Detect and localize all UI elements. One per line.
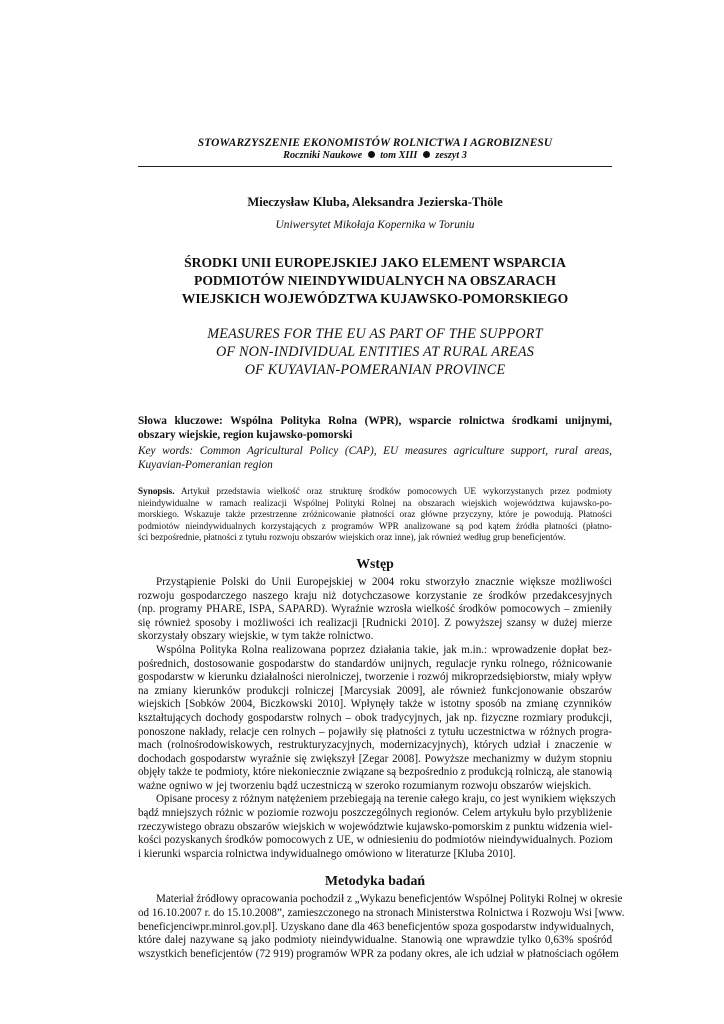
synopsis-text: Artykuł przedstawia wielkość oraz strukturę środków pomocowych UE wykorzystanych przez podmioty <box>174 486 612 496</box>
title-line: OF NON-INDIVIDUAL ENTITIES AT RURAL AREAS <box>215 344 535 360</box>
paragraph-line: się również sposoby i możliwości ich realizacji [Rudnicki 2010]. Z powyższej szansy w dużej mierze <box>138 616 612 629</box>
article-page <box>138 136 625 961</box>
paragraph-line: pośrednich, dostosowanie gospodarstw do standardów unijnych, regulacje rynku rolnego, różnicowanie <box>138 657 612 670</box>
paragraph-line: ważne ogniwo w jej tworzeniu bądź uczestniczą w szeroko rozumianym rozwoju obszarów wiejskich. <box>138 779 592 792</box>
paragraph-line: Przystąpienie Polski do Unii Europejskiej w 2004 roku stworzyło znacznie większe możliwości <box>156 575 612 588</box>
paragraph-line: Opisane procesy z różnym natężeniem przebiegają na terenie całego kraju, co jest wynikiem większych <box>156 793 616 806</box>
paragraph-line: Wspólna Polityka Rolna realizowana poprzez działania takie, jak m.in.: wprowadzenie dopłat bez- <box>156 643 612 656</box>
paragraph <box>138 644 612 794</box>
section-introduction-body <box>138 575 616 861</box>
bullet-icon <box>368 151 375 158</box>
synopsis-line: podmiotów nieindywidualnych korzystających z programów WPR analizowane są pod kątem źródła płatności (płatno- <box>138 520 612 531</box>
paragraph-line: gospodarstw w kierunku działalności nierolniczej, tworzenie i rozwój mikroprzedsiębiorstw, miały wpływ <box>138 671 612 684</box>
title-polish <box>138 254 612 308</box>
section-heading-methodology: Metodyka badań <box>324 873 426 889</box>
paragraph <box>138 893 625 961</box>
paragraph-line: bądź mniejszych różnic w poziomie rozwoju poszczególnych regionów. Celem artykułu było przybliżenie <box>138 807 612 820</box>
paragraph <box>138 576 612 644</box>
title-line: ŚRODKI UNII EUROPEJSKIEJ JAKO ELEMENT WSPARCIA <box>184 255 566 270</box>
keywords-line: obszary wiejskie, region kujawsko-pomorski <box>138 429 353 441</box>
synopsis-line: ści bezpośrednie, płatności z tytułu rozwoju obszarów wiejskich oraz inne), jak również według grup beneficjentów. <box>138 532 566 543</box>
title-line: WIEJSKICH WOJEWÓDZTWA KUJAWSKO-POMORSKIEGO <box>181 291 569 306</box>
paragraph-line: mach (rolnośrodowiskowych, restrukturyzacyjnych, modernizacyjnych), których udział i znaczenie w <box>138 739 612 752</box>
paragraph-line: od 16.10.2007 r. do 15.10.2008”, zamieszczonego na stronach Ministerstwa Rolnictwa i Rozwoju Wsi [www. <box>138 907 625 920</box>
keywords-english <box>138 444 612 472</box>
keywords-line: Słowa kluczowe: Wspólna Polityka Rolna (WPR), wsparcie rolnictwa środkami unijnymi, <box>138 415 612 427</box>
title-line: OF KUYAVIAN-POMERANIAN PROVINCE <box>244 362 506 378</box>
synopsis-line: nieindywidualne w ramach realizacji Wspólnej Polityki Rolnej na obszarach wiejskich województwa kujawsko-po- <box>138 497 612 508</box>
synopsis-line: morskiego. Wskazuje także przestrzenne zróżnicowanie płatności oraz główne przyczyny, które je powodują. Płatności <box>138 509 612 520</box>
paragraph-line: beneficjenciwpr.minrol.gov.pl]. Uzyskano dane dla 463 beneficjentów spoza gospodarstw indywidualnych, <box>138 920 614 933</box>
header-rule <box>138 166 612 167</box>
paragraph-line: Materiał źródłowy opracowania pochodził z „Wykazu beneficjentów Wspólnej Polityki Rolnej w okresie <box>156 893 623 906</box>
paragraph-line: kształtujących dochody gospodarstw rolnych – obok tradycyjnych, jak np. fizyczne rozmiary produkcji, <box>138 711 612 724</box>
title-line: PODMIOTÓW NIEINDYWIDUALNYCH NA OBSZARACH <box>194 273 556 288</box>
paragraph-line: kości pozyskanych środków pomocowych z UE, w odniesieniu do podmiotów nieindywidualnych. Poziom <box>138 834 613 847</box>
journal-name: STOWARZYSZENIE EKONOMISTÓW ROLNICTWA I AGROBIZNESU <box>197 137 553 149</box>
paragraph-line: rozwoju gospodarczego naszego kraju niż dotychczasowe korzystanie ze środków przedakcesyjnych <box>138 589 612 602</box>
section-methodology-body <box>138 893 625 961</box>
paragraph <box>138 793 616 861</box>
series-name: Roczniki Naukowe <box>283 150 363 161</box>
paragraph-line: na zmiany kierunków produkcji rolniczej [Marcysiak 2009], ale również funkcjonowanie obszarów <box>138 684 612 697</box>
keywords-line: Key words: Common Agricultural Policy (CAP), EU measures agriculture support, rural areas, <box>138 445 612 457</box>
keywords-line: Kuyavian-Pomeranian region <box>138 459 273 471</box>
authors: Mieczysław Kluba, Aleksandra Jezierska-Thöle <box>247 195 503 209</box>
keywords-polish <box>138 414 612 442</box>
paragraph-line: dochodach gospodarstw wyraźnie się zwiększył [Zegar 2008]. Powyższe mechanizmy w dużym stopniu <box>138 752 612 765</box>
title-line: MEASURES FOR THE EU AS PART OF THE SUPPORT <box>207 326 543 342</box>
synopsis-label: Synopsis. <box>138 486 175 496</box>
synopsis-line <box>138 486 612 498</box>
paragraph-line: ponoszone nakłady, relacje cen rolnych – pojawiły się płatności z tytułu uczestnictwa w różnych progra- <box>138 725 612 738</box>
paragraph-line: objęły także te podmioty, które niekoniecznie związane są bezpośrednio z produkcją rolniczą, ale stanowią <box>138 766 612 779</box>
paragraph-line: i kierunki wsparcia rolnictwa indywidualnego omówiono w literaturze [Kluba 2010]. <box>138 847 516 860</box>
series-volume: tom XIII <box>380 150 418 161</box>
paragraph-line: które dalej nazywane są jako podmioty nieindywidualne. Stanowią one wprawdzie tylko 0,63% spośród <box>138 934 612 947</box>
paragraph-line: skorzystały obszary wiejskie, w tym także rolnictwo. <box>138 630 374 643</box>
paragraph-line: wszystkich beneficjentów (72 919) programów WPR za podany okres, ale ich udział w płatnościach ogółem <box>138 947 619 960</box>
series-issue: zeszyt 3 <box>435 150 467 161</box>
section-heading-introduction: Wstęp <box>356 555 394 571</box>
affiliation: Uniwersytet Mikołaja Kopernika w Toruniu <box>275 219 475 231</box>
title-english <box>138 325 612 379</box>
paragraph-line: wiejskich [Sobków 2004, Biczkowski 2010]. Wpłynęły także w istotny sposób na zmianę czynników <box>138 698 612 711</box>
paragraph-line: rzeczywistego obrazu obszarów wiejskich w województwie kujawsko-pomorskim z punktu widzenia wiel- <box>138 820 613 833</box>
paragraph-line: (np. programy PHARE, ISPA, SAPARD). Wyraźnie wzrosła wielkość środków pomocowych – zmieniły <box>138 603 612 616</box>
journal-series <box>138 150 612 162</box>
bullet-icon <box>423 151 430 158</box>
synopsis <box>138 486 612 544</box>
